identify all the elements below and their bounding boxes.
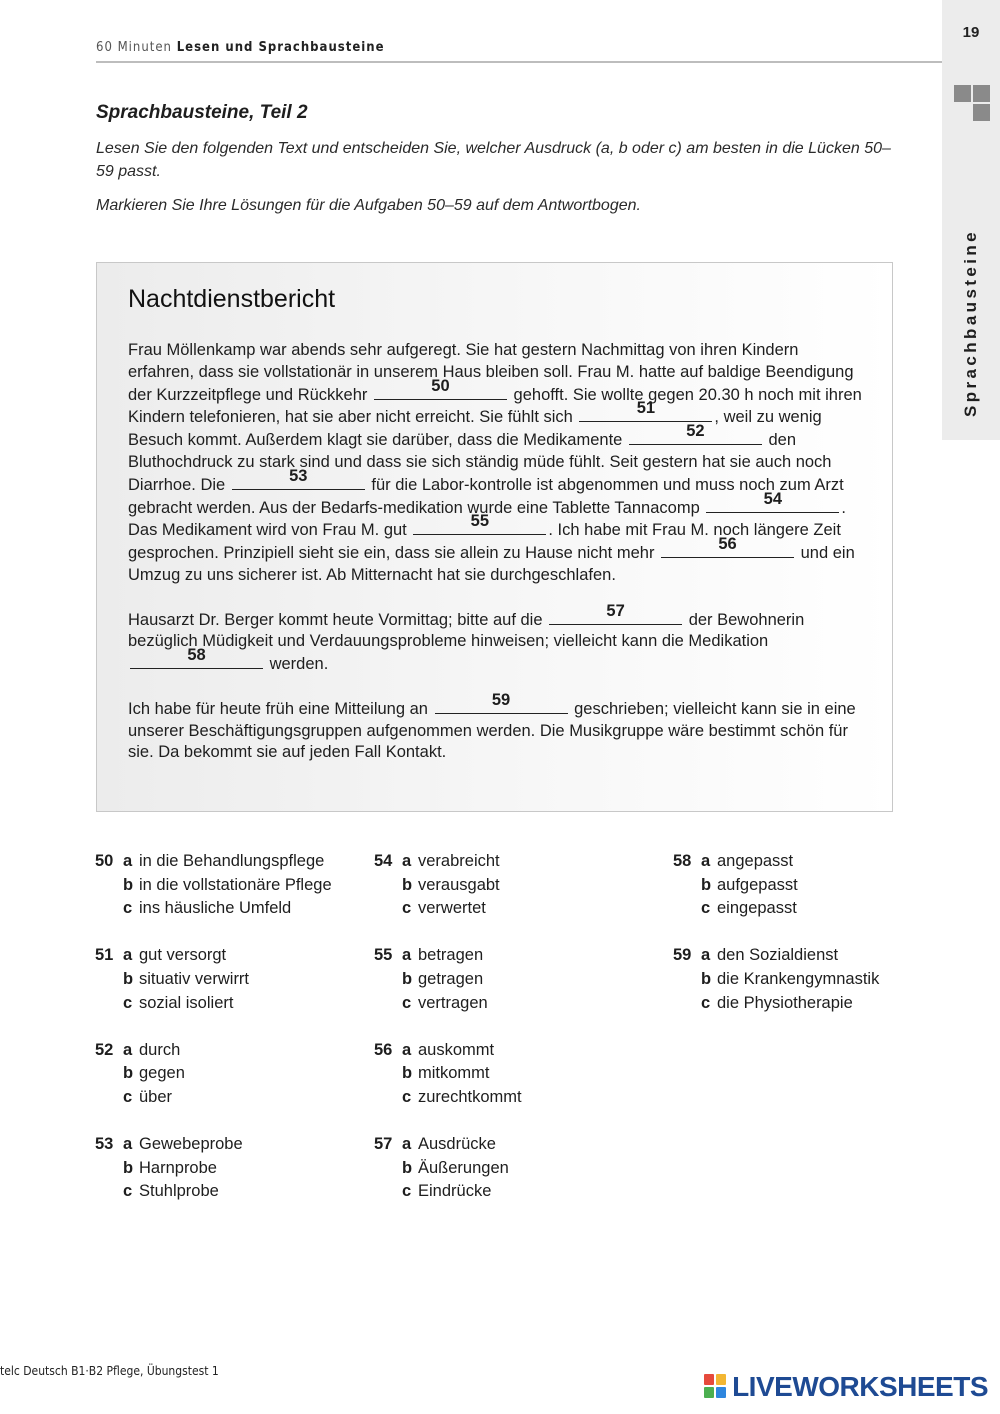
option-54c[interactable]: verwertet [418, 899, 486, 918]
option-item-55: 55 a betragen b getragen c vertragen [374, 946, 488, 1012]
option-55b[interactable]: getragen [418, 969, 484, 988]
option-54b[interactable]: verausgabt [418, 875, 500, 894]
option-item-52: 52 a durch b gegen c über [95, 1040, 185, 1106]
gap-59[interactable]: 59 [435, 698, 568, 714]
option-52b[interactable]: gegen [139, 1064, 185, 1083]
option-59a[interactable]: den Sozialdienst [717, 946, 839, 965]
option-59c[interactable]: die Physiotherapie [717, 993, 853, 1012]
option-57a[interactable]: Ausdrücke [418, 1135, 496, 1154]
running-header [96, 40, 385, 55]
option-50c[interactable]: ins häusliche Umfeld [139, 899, 292, 918]
option-item-50: 50 a in die Behandlungspflege b in die vollstationäre Pflege c ins häusliche Umfeld [95, 852, 332, 918]
gap-52[interactable]: 52 [629, 429, 762, 445]
option-50b[interactable]: in die vollstationäre Pflege [139, 875, 332, 894]
option-item-56: 56 a auskommt b mitkommt c zurechtkommt [374, 1040, 522, 1106]
squares-icon [954, 85, 990, 121]
gap-51[interactable]: 51 [579, 406, 712, 422]
header-title: Lesen und Sprachbausteine [176, 40, 385, 55]
option-56c[interactable]: zurechtkommt [418, 1087, 522, 1106]
option-50a[interactable]: in die Behandlungspflege [139, 852, 325, 870]
option-55a[interactable]: betragen [418, 946, 484, 965]
option-54a[interactable]: verabreicht [418, 852, 500, 870]
option-57b[interactable]: Äußerungen [418, 1158, 509, 1177]
options-column-1 [95, 850, 332, 1228]
header-rule [96, 61, 942, 63]
section-title: Sprachbausteine, Teil 2 [96, 102, 308, 123]
liveworksheets-icon [704, 1374, 728, 1400]
report-body [128, 340, 863, 786]
instruction-2: Markieren Sie Ihre Lösungen für die Aufgaben 50–59 auf dem Antwortbogen. [96, 197, 641, 214]
option-53b[interactable]: Harnprobe [139, 1158, 217, 1177]
liveworksheets-wordmark: LIVEWORKSHEETS [732, 1371, 988, 1402]
option-59b[interactable]: die Krankengymnastik [717, 969, 880, 988]
page-number: 19 [962, 24, 980, 41]
option-item-59: 59 a den Sozialdienst b die Krankengymnastik c die Physiotherapie [673, 946, 880, 1012]
option-56a[interactable]: auskommt [418, 1040, 495, 1059]
option-item-54: 54 a verabreicht b verausgabt c verwertet [374, 852, 500, 918]
gap-50[interactable]: 50 [374, 384, 507, 400]
gap-54[interactable]: 54 [706, 497, 839, 513]
section-tab [942, 0, 1000, 440]
report-paragraph-1: Frau Möllenkamp war abends sehr aufgeregt. Sie hat gestern Nachmittag von ihren Kindern erfahren, dass sie vollstationär in unserem Haus bleiben soll. Frau M. hatte auf baldige Beendigung der Kurzzeitpflege und Rückkehr 50 gehofft. Sie wollte gegen 20.30 h noch mit ihren Kindern telefonieren, hat sie aber nicht erreicht. Sie fühlt sich 51 , weil zu wenig Besuch kommt. Außerdem klagt sie darüber, dass die Medikamente 52 den Bluthochdruck zu stark sind und dass sie sich ständig müde fühlt. Seit gestern hat sie auch noch Diarrhoe. Die 53 für die Labor-kontrolle ist abgenommen und muss noch zum Arzt gebracht werden. Aus der Bedarfs-medikation wurde eine Tablette Tannacomp 54 . Das Medikament wird von Frau M. gut 55 . Ich habe mit Frau M. noch längere Zeit gesprochen. Prinzipiell sieht sie ein, dass sie allein zu Hause nicht mehr 56 und ein Umzug zu uns sicherer ist. Ab Mitternacht hat sie durchgeschlafen. [128, 341, 862, 584]
report-text-box [96, 262, 893, 812]
gap-53[interactable]: 53 [232, 474, 365, 490]
option-item-57: 57 a Ausdrücke b Äußerungen c Eindrücke [374, 1135, 509, 1201]
option-51b[interactable]: situativ verwirrt [139, 969, 250, 988]
report-title: Nachtdienstbericht [128, 285, 336, 313]
option-51c[interactable]: sozial isoliert [139, 993, 234, 1012]
option-51a[interactable]: gut versorgt [139, 946, 227, 965]
gap-56[interactable]: 56 [661, 542, 794, 558]
option-58c[interactable]: eingepasst [717, 899, 797, 918]
option-item-51: 51 a gut versorgt b situativ verwirrt c sozial isoliert [95, 946, 250, 1012]
section-tab-label: Sprachbausteine [961, 229, 980, 417]
liveworksheets-logo [704, 1372, 988, 1402]
gap-57[interactable]: 57 [549, 609, 682, 625]
option-53a[interactable]: Gewebeprobe [139, 1135, 243, 1154]
instructions [96, 137, 896, 228]
report-paragraph-3: Ich habe für heute früh eine Mitteilung an 59 geschrieben; vielleicht kann sie in eine unserer Beschäftigungsgruppen aufgenommen werden. Die Musikgruppe wäre bestimmt schön für sie. Da bekommt sie auf jeden Fall Kontakt. [128, 690, 856, 762]
option-item-58: 58 a angepasst b aufgepasst c eingepasst [673, 852, 798, 918]
option-57c[interactable]: Eindrücke [418, 1182, 492, 1201]
option-58b[interactable]: aufgepasst [717, 875, 798, 894]
gap-58[interactable]: 58 [130, 653, 263, 669]
gap-55[interactable]: 55 [413, 519, 546, 535]
instruction-1: Lesen Sie den folgenden Text und entscheiden Sie, welcher Ausdruck (a, b oder c) am besten in die Lücken 50–59 passt. [96, 140, 891, 180]
option-53c[interactable]: Stuhlprobe [139, 1182, 219, 1201]
option-item-53: 53 a Gewebeprobe b Harnprobe c Stuhlprobe [95, 1135, 243, 1201]
option-52c[interactable]: über [139, 1087, 173, 1106]
option-56b[interactable]: mitkommt [418, 1064, 490, 1083]
options-column-2 [374, 850, 522, 1228]
options-column-3 [673, 850, 879, 1039]
header-prefix: 60 Minuten [96, 40, 172, 55]
report-paragraph-2: Hausarzt Dr. Berger kommt heute Vormittag; bitte auf die 57 der Bewohnerin bezüglich Müdigkeit und Verdauungsprobleme hinweisen; vielleicht kann die Medikation 58 werden. [128, 601, 805, 674]
option-52a[interactable]: durch [139, 1040, 181, 1059]
footer-text: telc Deutsch B1·B2 Pflege, Übungstest 1 [0, 1364, 219, 1378]
option-55c[interactable]: vertragen [418, 993, 488, 1012]
option-58a[interactable]: angepasst [717, 852, 794, 870]
